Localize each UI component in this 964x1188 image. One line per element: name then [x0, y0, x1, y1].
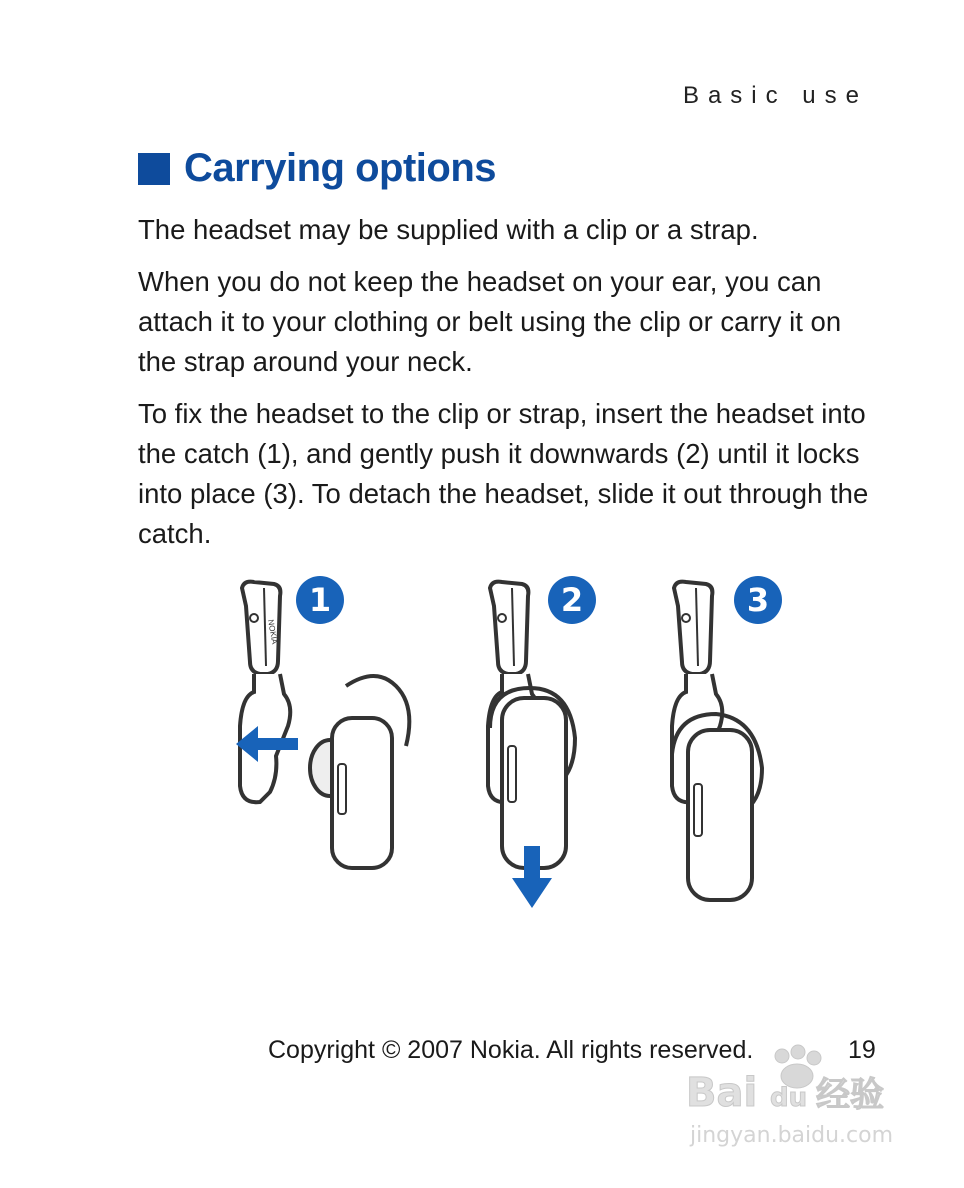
step-3-badge: 3: [734, 576, 782, 624]
page-number: 19: [848, 1036, 876, 1064]
section-heading: [138, 146, 496, 191]
step2-headset: [490, 688, 575, 868]
clip-brand-label: NOKIA: [266, 618, 280, 645]
carrying-illustration: [210, 568, 810, 918]
svg-text:Bai: Bai: [686, 1070, 758, 1116]
page-title: Carrying options: [184, 146, 497, 190]
step1-clip: [240, 582, 290, 803]
clip-diagram: [210, 568, 810, 918]
paragraph-instructions: To fix the headset to the clip or strap, insert the headset into the catch (1), and gently push it downwards (2) until it locks into place (3). To detach the headset, slide it out through the catch.: [138, 398, 869, 549]
paragraph-intro: The headset may be supplied with a clip or a strap.: [138, 214, 759, 245]
step1-headset: [310, 676, 409, 868]
step-2-badge: 2: [548, 576, 596, 624]
running-header: Basic use: [682, 82, 868, 109]
watermark-url: jingyan.baidu.com: [690, 1123, 894, 1148]
svg-text:du: du: [770, 1083, 808, 1113]
paragraph-usage: When you do not keep the headset on your ear, you can attach it to your clothing or belt using the clip or carry it on the strap around your neck.: [138, 266, 842, 377]
heading-square-icon: [138, 153, 170, 185]
baidu-watermark-logo: [684, 1044, 912, 1154]
copyright-notice: Copyright © 2007 Nokia. All rights reserved.: [268, 1036, 754, 1064]
step-1-badge: 1: [296, 576, 344, 624]
svg-text:经验: 经验: [816, 1075, 884, 1115]
